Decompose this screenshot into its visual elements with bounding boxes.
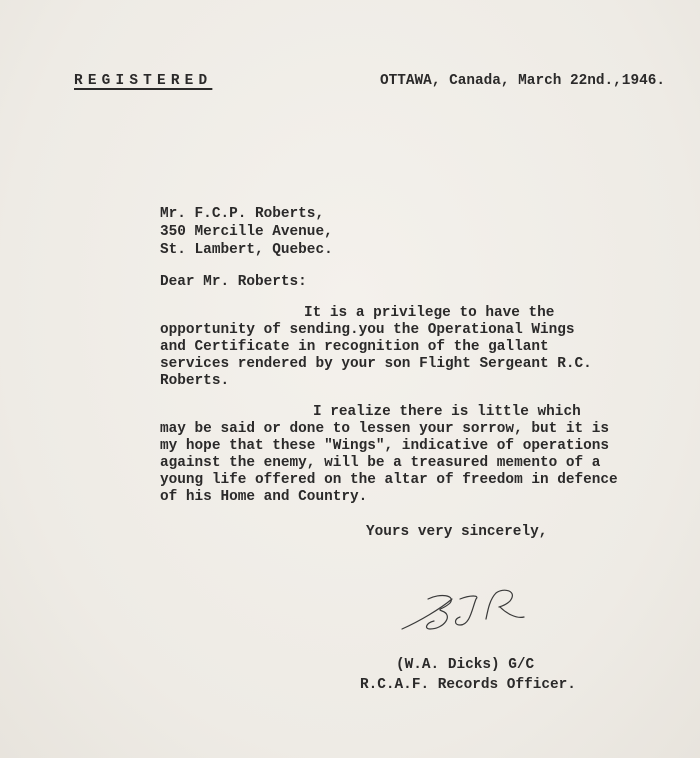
- paragraph1-line: and Certificate in recognition of the gallant: [160, 339, 549, 355]
- place-date: OTTAWA, Canada, March 22nd.,1946.: [380, 73, 665, 89]
- paragraph2-line: against the enemy, will be a treasured memento of a: [160, 455, 601, 471]
- paragraph2-line: young life offered on the altar of freedom in defence: [160, 472, 618, 488]
- handwritten-signature: [400, 585, 530, 635]
- salutation: Dear Mr. Roberts:: [160, 274, 307, 290]
- paragraph2-line: I realize there is little which: [313, 404, 581, 420]
- paragraph1-line: Roberts.: [160, 373, 230, 389]
- paragraph2-line: may be said or done to lessen your sorrow, but it is: [160, 421, 610, 437]
- signatory-name: (W.A. Dicks) G/C: [396, 657, 535, 673]
- paragraph1-line: opportunity of sending.you the Operational Wings: [160, 322, 575, 338]
- closing: Yours very sincerely,: [366, 524, 548, 540]
- paragraph2-line: of his Home and Country.: [160, 489, 368, 505]
- registered-heading: REGISTERED: [74, 73, 213, 89]
- address-line: St. Lambert, Quebec.: [160, 242, 333, 258]
- address-line: 350 Mercille Avenue,: [160, 224, 333, 240]
- paragraph2-line: my hope that these "Wings", indicative of operations: [160, 438, 610, 454]
- paragraph1-line: services rendered by your son Flight Sergeant R.C.: [160, 356, 592, 372]
- address-line: Mr. F.C.P. Roberts,: [160, 206, 325, 222]
- signatory-title: R.C.A.F. Records Officer.: [360, 677, 576, 693]
- paragraph1-line: It is a privilege to have the: [304, 305, 555, 321]
